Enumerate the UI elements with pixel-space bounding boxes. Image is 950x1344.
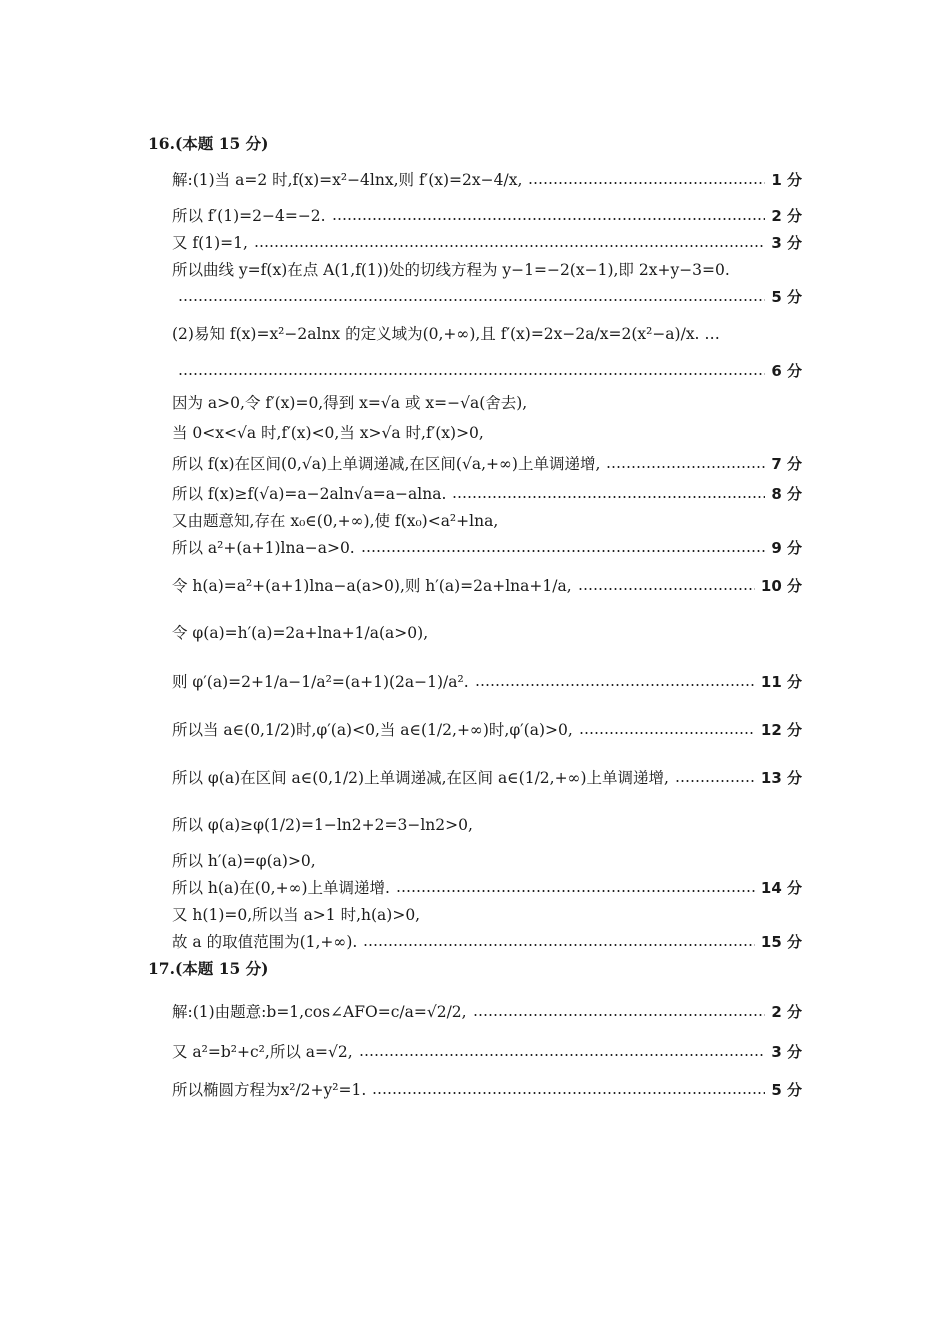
solution-line: [172, 287, 802, 307]
solution-line: 因为 a>0,令 f′(x)=0,得到 x=√a 或 x=−√a(舍去),: [172, 394, 528, 412]
dot-leader: [178, 299, 765, 301]
solution-line: 当 0<x<√a 时,f′(x)<0,当 x>√a 时,f′(x)>0,: [172, 424, 484, 442]
solution-line: 又 a²=b²+c²,所以 a=√2, 3 分: [172, 1043, 802, 1061]
solution-line: 则 φ′(a)=2+1/a−1/a²=(a+1)(2a−1)/a². 11 分: [172, 673, 802, 691]
solution-line: 所以椭圆方程为x²/2+y²=1. 5 分: [172, 1081, 802, 1099]
dot-leader: [578, 588, 755, 590]
score-label: 13 分: [760, 769, 802, 787]
problem-16-heading: 16.(本题 15 分): [148, 134, 269, 153]
solution-line: 所以 φ(a)≥φ(1/2)=1−ln2+2=3−ln2>0,: [172, 816, 473, 834]
solution-line: 所以 a²+(a+1)lna−a>0. 9 分: [172, 539, 802, 557]
dot-leader: [675, 780, 755, 782]
dot-leader: [363, 944, 755, 946]
solution-line: 解:(1)当 a=2 时,f(x)=x²−4lnx,则 f′(x)=2x−4/x, 1 分: [172, 171, 802, 189]
score-label: 2 分: [771, 207, 802, 225]
score-label: 15 分: [760, 933, 802, 951]
dot-leader: [361, 550, 766, 552]
solution-line: 又由题意知,存在 x₀∈(0,+∞),使 f(x₀)<a²+lna,: [172, 512, 499, 530]
solution-line: 所以当 a∈(0,1/2)时,φ′(a)<0,当 a∈(1/2,+∞)时,φ′(a)>0, 12 分: [172, 721, 802, 739]
solution-line: 又 f(1)=1, 3 分: [172, 234, 802, 252]
dot-leader: [452, 496, 765, 498]
solution-line: 所以 h(a)在(0,+∞)上单调递增. 14 分: [172, 879, 802, 897]
score-label: 11 分: [760, 673, 802, 691]
score-label: 9 分: [771, 539, 802, 557]
solution-line: 所以 f(x)在区间(0,√a)上单调递减,在区间(√a,+∞)上单调递增, 7 分: [172, 455, 802, 473]
solution-line: 所以 f(x)≥f(√a)=a−2aln√a=a−alna. 8 分: [172, 485, 802, 503]
score-label: 3 分: [771, 234, 802, 252]
solution-line: (2)易知 f(x)=x²−2alnx 的定义域为(0,+∞),且 f′(x)=2x−2a/x=2(x²−a)/x. …: [172, 325, 720, 343]
solution-line: 又 h(1)=0,所以当 a>1 时,h(a)>0,: [172, 906, 421, 924]
solution-line: 所以 φ(a)在区间 a∈(0,1/2)上单调递减,在区间 a∈(1/2,+∞)上单调递增, 13 分: [172, 769, 802, 787]
score-label: 2 分: [771, 1003, 802, 1021]
solution-line: 令 φ(a)=h′(a)=2a+lna+1/a(a>0),: [172, 624, 429, 642]
dot-leader: [396, 890, 755, 892]
score-label: 1 分: [771, 171, 802, 189]
solution-line: 令 h(a)=a²+(a+1)lna−a(a>0),则 h′(a)=2a+lna+1/a, 10 分: [172, 577, 802, 595]
score-label: 10 分: [760, 577, 802, 595]
dot-leader: [606, 466, 765, 468]
dot-leader: [178, 373, 765, 375]
dot-leader: [372, 1092, 765, 1094]
dot-leader: [254, 245, 765, 247]
dot-leader: [579, 732, 755, 734]
problem-17-heading: 17.(本题 15 分): [148, 959, 269, 978]
solution-line: 故 a 的取值范围为(1,+∞). 15 分: [172, 933, 802, 951]
dot-leader: [473, 1014, 766, 1016]
score-label: 5 分: [771, 1081, 802, 1099]
dot-leader: [359, 1054, 766, 1056]
score-label: 7 分: [771, 455, 802, 473]
score-label: 5 分: [771, 288, 802, 306]
solution-line: 所以 h′(a)=φ(a)>0,: [172, 852, 316, 870]
score-label: 14 分: [760, 879, 802, 897]
dot-leader: [475, 684, 755, 686]
dot-leader: [332, 218, 766, 220]
solution-line: 解:(1)由题意:b=1,cos∠AFO=c/a=√2/2, 2 分: [172, 1003, 802, 1021]
solution-line: 所以曲线 y=f(x)在点 A(1,f(1))处的切线方程为 y−1=−2(x−1),即 2x+y−3=0.: [172, 261, 730, 279]
solution-line: [172, 361, 802, 381]
score-label: 12 分: [760, 721, 802, 739]
solution-line: 所以 f′(1)=2−4=−2. 2 分: [172, 207, 802, 225]
score-label: 3 分: [771, 1043, 802, 1061]
dot-leader: [528, 182, 765, 184]
score-label: 8 分: [771, 485, 802, 503]
score-label: 6 分: [771, 362, 802, 380]
